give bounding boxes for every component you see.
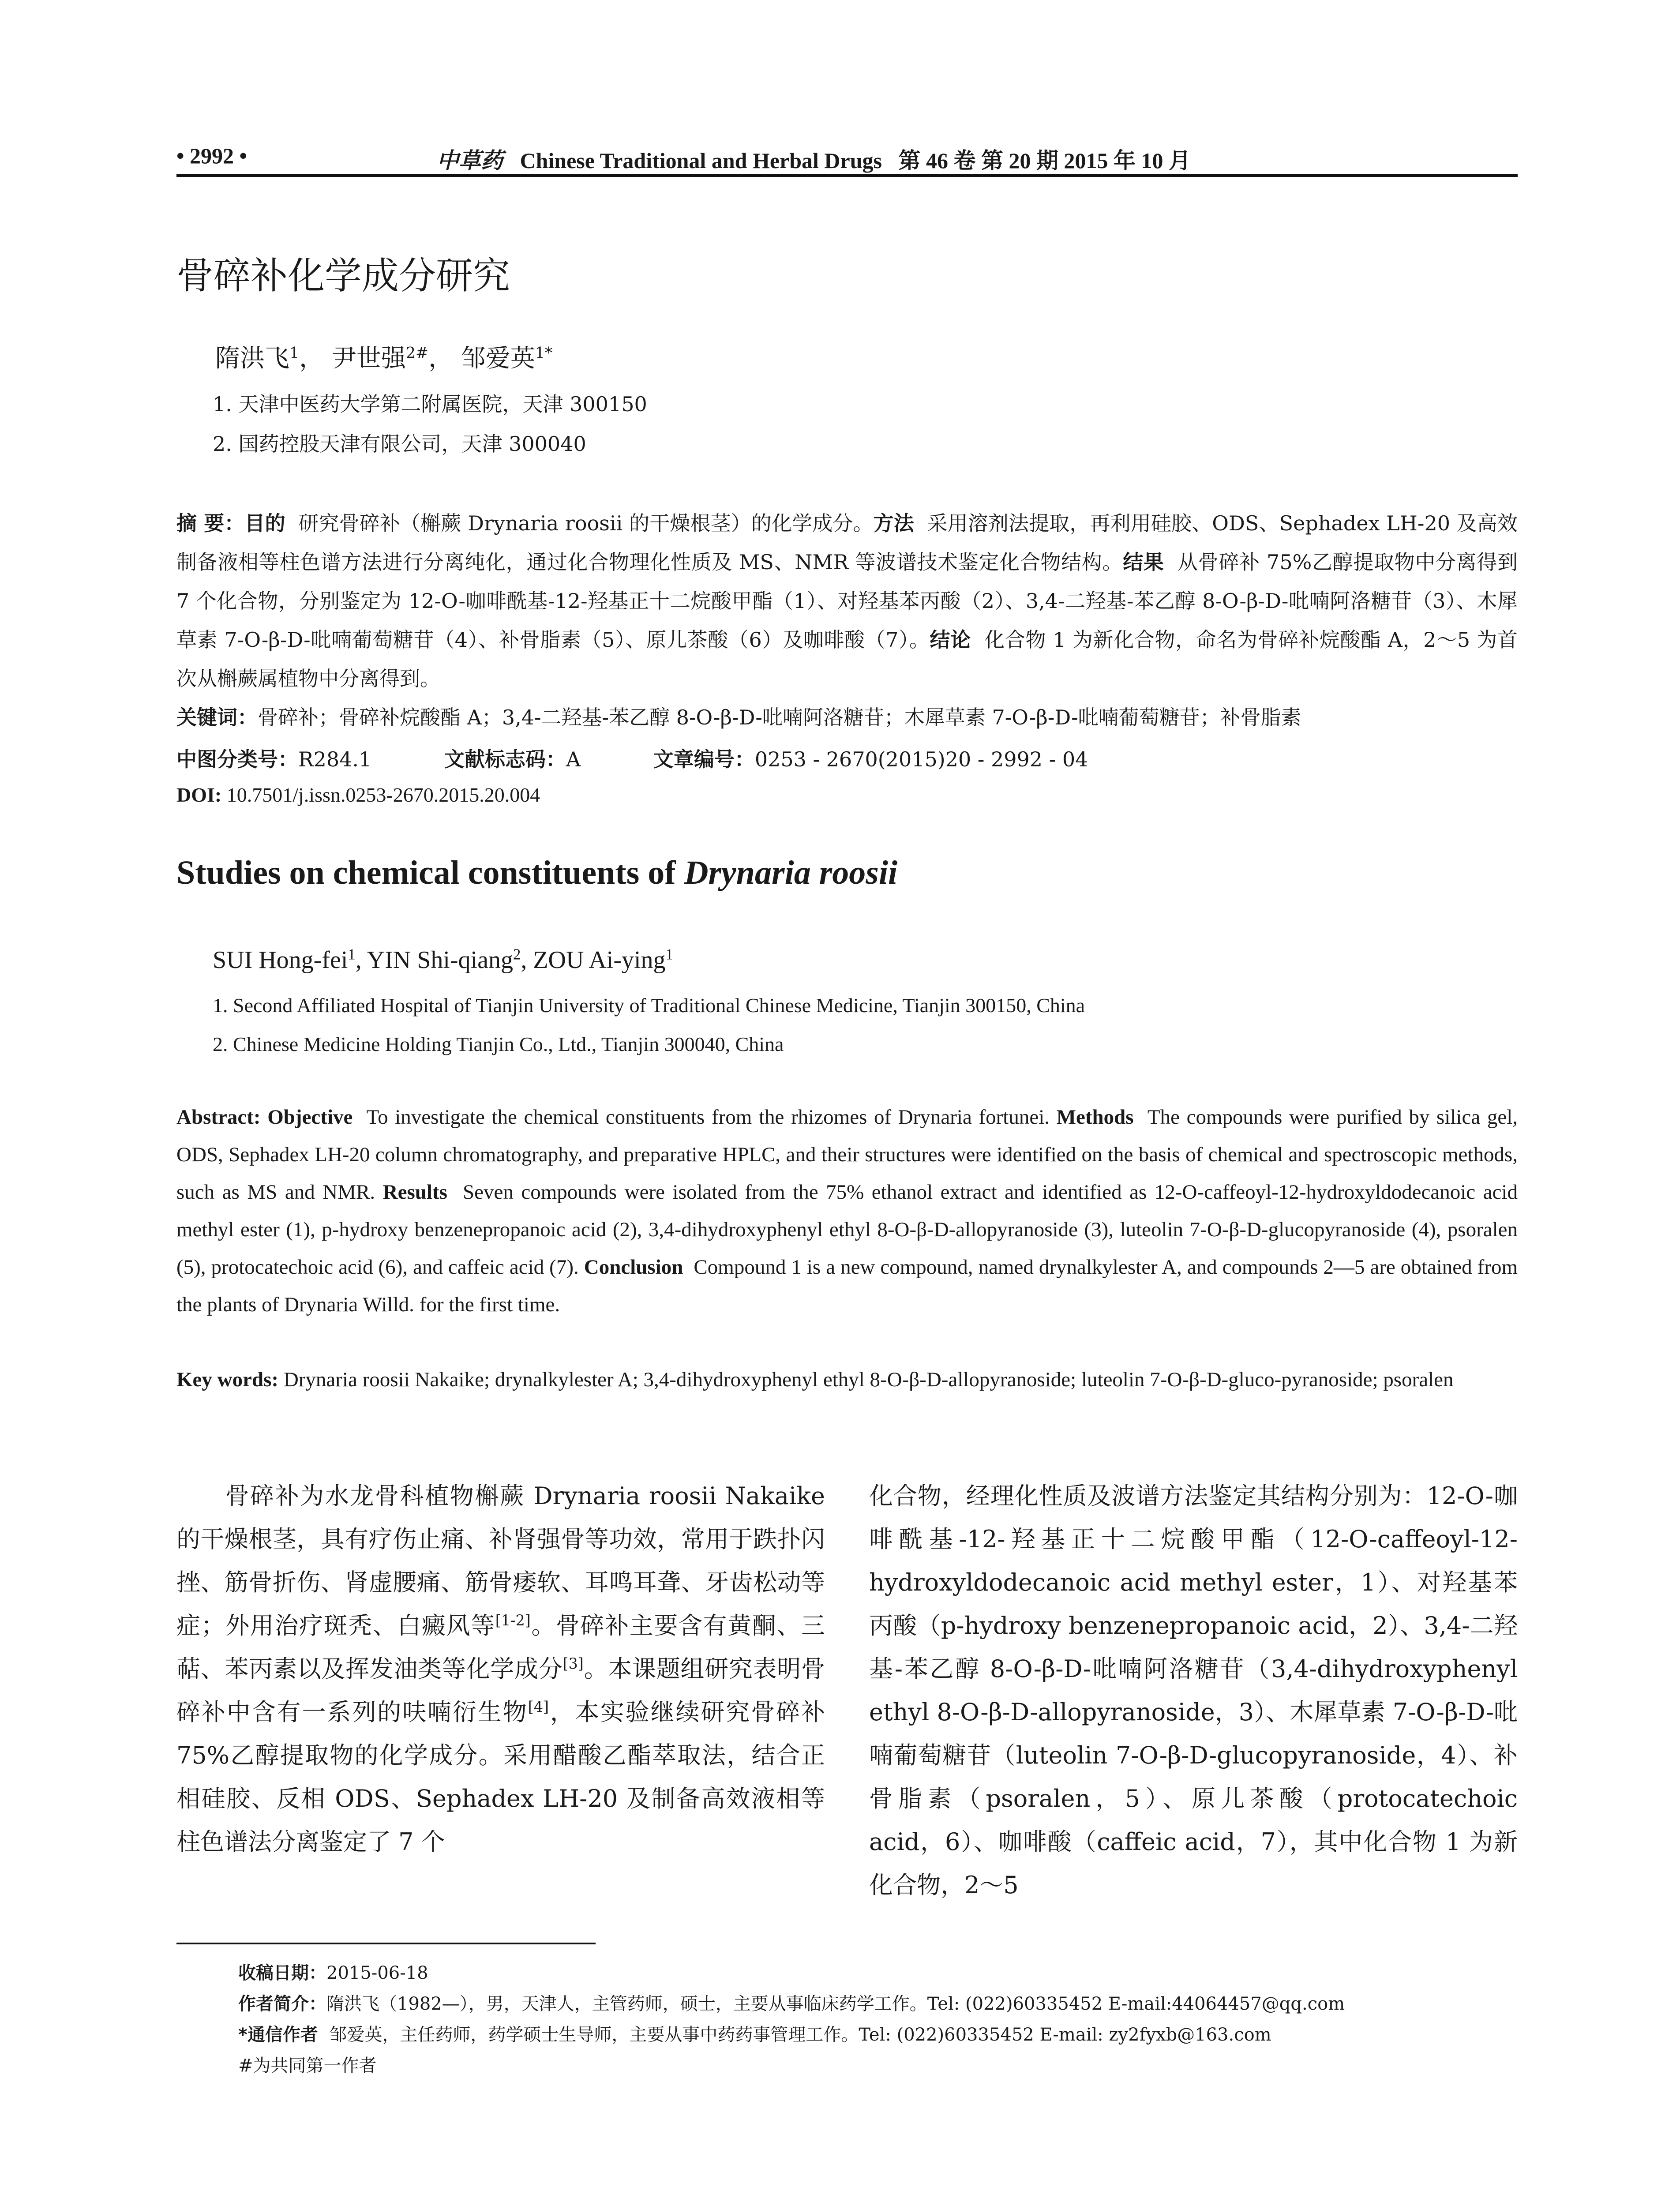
doc-code-label: 文献标志码： xyxy=(444,747,566,771)
corresponding-bio: 邹爱英，主任药师，药学硕士生导师，主要从事中药药事管理工作。Tel: (022)60335452 E-mail: zy2fyxb@163.com xyxy=(329,2025,1271,2045)
received-date: 2015-06-18 xyxy=(326,1963,428,1983)
title-en xyxy=(176,854,897,892)
objective-label-en: Objective xyxy=(267,1106,353,1129)
abstract-en-label: Abstract: xyxy=(176,1106,261,1129)
journal-name-cn: 中草药 xyxy=(437,148,503,173)
abstract-en xyxy=(176,1099,1518,1324)
author-bio: 隋洪飞（1982—），男，天津人，主管药师，硕士，主要从事临床药学工作。Tel: (022)60335452 E-mail:44064457@qq.com xyxy=(326,1994,1345,2014)
author-en-1-sup: 1 xyxy=(348,945,356,963)
footnote-author xyxy=(238,1990,1345,2015)
affiliation-cn-2: 2. 国药控股天津有限公司，天津 300040 xyxy=(213,432,586,456)
journal-line xyxy=(437,143,1191,175)
conclusion-label-en: Conclusion xyxy=(584,1256,683,1279)
results-label-cn: 结果 xyxy=(1123,550,1164,574)
conclusion-text-en: Compound 1 is a new compound, named drynalkylester A, and compounds 2—5 are obtained from the plants of Drynaria Willd. for the first time. xyxy=(176,1256,1518,1316)
abstract-cn-label: 摘 要： xyxy=(176,511,245,535)
authors-en xyxy=(213,946,673,974)
objective-text-cn: 研究骨碎补（槲蕨 Drynaria roosii 的干燥根茎）的化学成分。 xyxy=(298,511,874,535)
doi-line xyxy=(176,783,540,807)
body-left-text-4: ，本实验继续研究骨碎补 75%乙醇提取物的化学成分。采用醋酸乙酯萃取法，结合正相硅胶、反相 ODS、Sephadex LH-20 及制备高效液相等柱色谱法分离鉴定了 7 个 xyxy=(176,1698,825,1856)
body-left-text-3: 。本课题组研究表明骨碎补中含有一系列的呋喃衍生物 xyxy=(176,1655,825,1726)
doi-label: DOI: xyxy=(176,784,222,806)
clc-value: R284.1 xyxy=(298,747,372,771)
author-en-1: SUI Hong-fei xyxy=(213,946,348,974)
conclusion-text-cn: 化合物 1 为新化合物，命名为骨碎补烷酸酯 A，2～5 为首次从槲蕨属植物中分离得到。 xyxy=(176,628,1518,690)
separator: ， xyxy=(299,344,324,373)
title-en-species: Drynaria roosii xyxy=(684,854,898,891)
methods-label-cn: 方法 xyxy=(873,511,914,535)
body-left-text-1: 骨碎补为水龙骨科植物槲蕨 Drynaria roosii Nakaike 的干燥根茎，具有疗伤止痛、补肾强骨等功效，常用于跌扑闪挫、筋骨折伤、肾虚腰痛、筋骨痿软、耳鸣耳聋、牙齿松动等症；外用治疗斑秃、白癜风等 xyxy=(176,1482,825,1639)
body-left-text-2: 。骨碎补主要含有黄酮、三萜、苯丙素以及挥发油类等化学成分 xyxy=(176,1612,825,1683)
title-en-main: Studies on chemical constituents of xyxy=(176,854,684,891)
affiliation-cn-1: 1. 天津中医药大学第二附属医院，天津 300150 xyxy=(213,392,647,416)
body-column-right xyxy=(869,1474,1518,1907)
clc-label: 中图分类号： xyxy=(176,747,298,771)
results-text-cn: 从骨碎补 75%乙醇提取物中分离得到 7 个化合物，分别鉴定为 12-O-咖啡酰基-12-羟基正十二烷酸甲酯（1）、对羟基苯丙酸（2）、3,4-二羟基-苯乙醇 8-O-β-D-吡喃阿洛糖苷（3）、木犀草素 7-O-β-D-吡喃葡萄糖苷（4）、补骨脂素（5）、原儿茶酸（6）及咖啡酸（7）。 xyxy=(176,550,1518,652)
classification-line xyxy=(176,743,1088,773)
citation-3[interactable]: [3] xyxy=(562,1655,584,1672)
affiliation-en-2: 2. Chinese Medicine Holding Tianjin Co., Ltd., Tianjin 300040, China xyxy=(213,1033,784,1055)
running-header xyxy=(176,140,1518,176)
keywords-cn xyxy=(176,702,1518,731)
keywords-en xyxy=(176,1361,1518,1399)
author-cn-2: 尹世强 xyxy=(331,344,406,373)
results-text-en: Seven compounds were isolated from the 75% ethanol extract and identified as 12-O-caffeoyl-12-hydroxyldodecanoic acid methyl ester (1), p-hydroxy benzenepropanoic acid (2), 3,4-dihydroxyphenyl ethyl 8-O-β-D-allopyranoside (3), luteolin 7-O-β-D-glucopyranoside (4), psoralen (5), protocatechoic acid (6), and caffeic acid (7). xyxy=(176,1181,1518,1279)
separator: , xyxy=(355,946,367,974)
keywords-cn-text: 骨碎补；骨碎补烷酸酯 A；3,4-二羟基-苯乙醇 8-O-β-D-吡喃阿洛糖苷；木犀草素 7-O-β-D-吡喃葡萄糖苷；补骨脂素 xyxy=(258,705,1301,729)
author-en-3-sup: 1 xyxy=(665,945,673,963)
methods-label-en: Methods xyxy=(1056,1106,1134,1129)
footnote-received xyxy=(238,1959,428,1984)
header-divider xyxy=(176,174,1518,177)
body-right-text: 化合物，经理化性质及波谱方法鉴定其结构分别为：12-O-咖啡酰基-12-羟基正十二烷酸甲酯（12-O-caffeoyl-12-hydroxyldodecanoic acid methyl ester，1）、对羟基苯丙酸（p-hydroxy benzenepropanoic acid，2）、3,4-二羟基-苯乙醇 8-O-β-D-吡喃阿洛糖苷（3,4-dihydroxyphenyl ethyl 8-O-β-D-allopyranoside，3）、木犀草素 7-O-β-D-吡喃葡萄糖苷（luteolin 7-O-β-D-glucopyranoside，4）、补骨脂素（psoralen，5）、原儿茶酸（protocatechoic acid，6）、咖啡酸（caffeic acid，7），其中化合物 1 为新化合物，2～5 xyxy=(869,1482,1518,1899)
citation-1-2[interactable]: [1-2] xyxy=(495,1612,531,1629)
author-en-2-sup: 2 xyxy=(513,945,521,963)
doc-code-value: A xyxy=(566,747,581,771)
author-cn-1: 隋洪飞 xyxy=(215,344,289,373)
conclusion-label-cn: 结论 xyxy=(930,628,971,652)
affiliation-en-1: 1. Second Affiliated Hospital of Tianjin University of Traditional Chinese Medicine, Tianjin 300150, China xyxy=(213,994,1085,1017)
doi-value[interactable]: 10.7501/j.issn.0253-2670.2015.20.004 xyxy=(226,784,540,806)
abstract-cn xyxy=(176,504,1518,698)
results-label-en: Results xyxy=(382,1181,447,1204)
journal-issue: 第 46 卷 第 20 期 2015 年 10 月 xyxy=(898,148,1191,173)
objective-label-cn: 目的 xyxy=(244,511,285,535)
authors-cn xyxy=(215,339,552,374)
keywords-cn-label: 关键词： xyxy=(176,705,258,729)
footnote-cofirst: #为共同第一作者 xyxy=(238,2056,377,2076)
author-en-2: YIN Shi-qiang xyxy=(367,946,513,974)
author-cn-2-sup: 2# xyxy=(405,344,429,362)
keywords-en-label: Key words: xyxy=(176,1368,279,1391)
page-number: • 2992 • xyxy=(176,143,248,168)
separator: ， xyxy=(428,344,454,373)
received-label: 收稿日期： xyxy=(238,1963,326,1983)
separator: , xyxy=(521,946,533,974)
keywords-en-text: Drynaria roosii Nakaike; drynalkylester A; 3,4-dihydroxyphenyl ethyl 8-O-β-D-allopyranoside; luteolin 7-O-β-D-gluco-pyranoside; psoralen xyxy=(283,1368,1454,1391)
objective-text-en: To investigate the chemical constituents from the rhizomes of Drynaria fortunei. xyxy=(366,1106,1050,1129)
author-bio-label: 作者简介： xyxy=(238,1994,326,2014)
author-cn-1-sup: 1 xyxy=(289,344,300,362)
article-number-label: 文章编号： xyxy=(653,747,755,771)
methods-text-en: The compounds were purified by silica gel, ODS, Sephadex LH-20 column chromatography, and preparative HPLC, and their structures were identified on the basis of chemical and spectroscopic methods, such as MS and NMR. xyxy=(176,1106,1518,1204)
journal-name-en: Chinese Traditional and Herbal Drugs xyxy=(520,148,882,173)
title-cn: 骨碎补化学成分研究 xyxy=(176,254,510,297)
citation-4[interactable]: [4] xyxy=(528,1698,549,1715)
article-number-value: 0253 - 2670(2015)20 - 2992 - 04 xyxy=(754,747,1088,771)
author-en-3: ZOU Ai-ying xyxy=(533,946,666,974)
methods-text-cn: 采用溶剂法提取，再利用硅胶、ODS、Sephadex LH-20 及高效制备液相等柱色谱方法进行分离纯化，通过化合物理化性质及 MS、NMR 等波谱技术鉴定化合物结构。 xyxy=(176,511,1518,574)
body-column-left xyxy=(176,1474,825,1864)
corresponding-label: *通信作者 xyxy=(238,2025,318,2045)
footnote-corresponding xyxy=(238,2021,1271,2046)
author-cn-3-sup: 1* xyxy=(535,344,553,362)
author-cn-3: 邹爱英 xyxy=(461,344,535,373)
footnote-divider xyxy=(176,1943,596,1944)
